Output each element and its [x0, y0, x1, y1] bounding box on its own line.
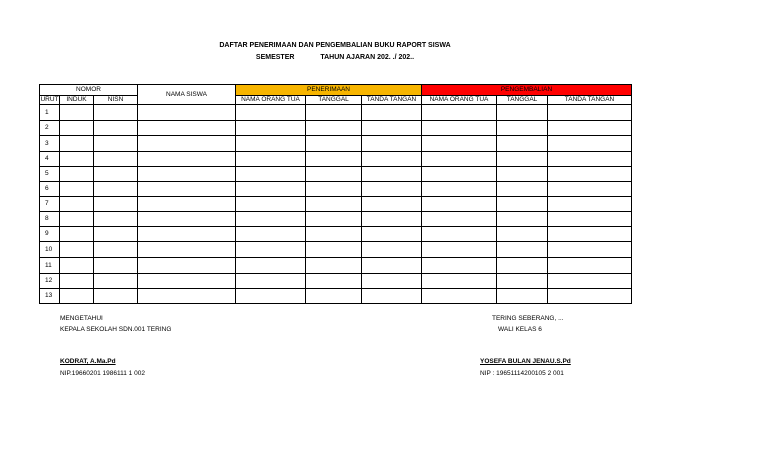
table-cell	[236, 242, 306, 258]
table-row	[40, 274, 632, 289]
table-cell	[236, 258, 306, 274]
table-cell	[236, 212, 306, 227]
table-cell	[60, 258, 94, 274]
table-cell	[362, 152, 422, 167]
table-cell	[548, 227, 632, 242]
table-cell	[422, 227, 497, 242]
table-cell	[60, 167, 94, 182]
table-cell	[94, 227, 138, 242]
table-cell	[138, 121, 236, 136]
table-cell	[362, 258, 422, 274]
table-cell	[306, 289, 362, 304]
table-cell	[548, 121, 632, 136]
table-row	[40, 105, 632, 121]
table-cell	[306, 258, 362, 274]
table-cell	[236, 289, 306, 304]
table-cell	[497, 182, 548, 197]
row-number: 12	[40, 274, 60, 289]
header-penerimaan-tanda-tangan: TANDA TANGAN	[362, 96, 422, 105]
table-cell	[362, 212, 422, 227]
table-cell	[306, 227, 362, 242]
table-cell	[548, 152, 632, 167]
table-cell	[422, 274, 497, 289]
table-cell	[138, 258, 236, 274]
table-cell	[306, 197, 362, 212]
footer-right-signatory-name: YOSEFA BULAN JENAU.S.Pd	[480, 358, 571, 365]
table-cell	[362, 136, 422, 152]
table-cell	[497, 136, 548, 152]
table-cell	[422, 242, 497, 258]
row-number: 3	[40, 136, 60, 152]
table-cell	[236, 227, 306, 242]
table-cell	[94, 258, 138, 274]
table-cell	[94, 274, 138, 289]
row-number: 5	[40, 167, 60, 182]
table-cell	[138, 167, 236, 182]
table-cell	[94, 182, 138, 197]
semester-label: SEMESTER	[255, 54, 295, 61]
table-cell	[548, 242, 632, 258]
table-row	[40, 167, 632, 182]
table-cell	[306, 167, 362, 182]
table-cell	[94, 167, 138, 182]
table-cell	[497, 105, 548, 121]
document-subtitle	[0, 54, 670, 61]
table-cell	[236, 152, 306, 167]
table-cell	[306, 242, 362, 258]
table-cell	[94, 105, 138, 121]
table-cell	[306, 121, 362, 136]
table-cell	[60, 227, 94, 242]
table-cell	[94, 212, 138, 227]
table-cell	[60, 182, 94, 197]
header-nisn: NISN	[94, 96, 138, 105]
table-cell	[306, 136, 362, 152]
table-row	[40, 152, 632, 167]
header-pengembalian-nama-orang-tua: NAMA ORANG TUA	[422, 96, 497, 105]
table-cell	[306, 182, 362, 197]
table-cell	[362, 274, 422, 289]
table-cell	[362, 289, 422, 304]
header-nama-siswa: NAMA SISWA	[138, 85, 236, 105]
table-row	[40, 289, 632, 304]
table-cell	[497, 152, 548, 167]
table-cell	[548, 289, 632, 304]
table-row	[40, 182, 632, 197]
table-cell	[138, 274, 236, 289]
header-penerimaan-tanggal: TANGGAL	[306, 96, 362, 105]
table-cell	[138, 227, 236, 242]
row-number: 11	[40, 258, 60, 274]
table-cell	[138, 212, 236, 227]
table-cell	[362, 227, 422, 242]
table-cell	[236, 136, 306, 152]
table-cell	[548, 197, 632, 212]
table-cell	[362, 197, 422, 212]
table-cell	[497, 274, 548, 289]
table-cell	[497, 197, 548, 212]
row-number: 8	[40, 212, 60, 227]
table-cell	[236, 197, 306, 212]
footer-place-date: TERING SEBERANG, ...	[492, 315, 564, 322]
row-number: 10	[40, 242, 60, 258]
table-row	[40, 136, 632, 152]
row-number: 7	[40, 197, 60, 212]
header-penerimaan: PENERIMAAN	[236, 85, 422, 96]
table-cell	[548, 212, 632, 227]
footer-wali-kelas: WALI KELAS 6	[498, 326, 542, 333]
table-cell	[548, 182, 632, 197]
table-cell	[60, 212, 94, 227]
footer-left-signatory-name: KODRAT, A.Ma.Pd	[60, 358, 116, 365]
table-cell	[497, 227, 548, 242]
table-cell	[236, 274, 306, 289]
table-cell	[138, 182, 236, 197]
table-cell	[548, 258, 632, 274]
table-cell	[94, 121, 138, 136]
table-cell	[362, 182, 422, 197]
header-pengembalian-tanda-tangan: TANDA TANGAN	[548, 96, 632, 105]
table-cell	[422, 121, 497, 136]
table-cell	[138, 152, 236, 167]
header-penerimaan-nama-orang-tua: NAMA ORANG TUA	[236, 96, 306, 105]
table-cell	[94, 152, 138, 167]
table-cell	[497, 212, 548, 227]
table-cell	[362, 167, 422, 182]
header-pengembalian-tanggal: TANGGAL	[497, 96, 548, 105]
table-cell	[548, 167, 632, 182]
table-cell	[306, 152, 362, 167]
table-cell	[497, 121, 548, 136]
table-cell	[362, 242, 422, 258]
header-pengembalian: PENGEMBALIAN	[422, 85, 632, 96]
table-cell	[306, 274, 362, 289]
table-cell	[422, 258, 497, 274]
table-cell	[497, 289, 548, 304]
table-cell	[60, 121, 94, 136]
table-cell	[60, 274, 94, 289]
table-cell	[422, 136, 497, 152]
table-row	[40, 197, 632, 212]
table-cell	[548, 105, 632, 121]
table-row	[40, 242, 632, 258]
table-cell	[422, 167, 497, 182]
table-cell	[60, 105, 94, 121]
table-cell	[236, 182, 306, 197]
header-urut: URUT	[40, 96, 59, 103]
table-cell	[362, 105, 422, 121]
table-cell	[422, 197, 497, 212]
table-cell	[497, 242, 548, 258]
table-row	[40, 121, 632, 136]
table-cell	[94, 289, 138, 304]
row-number: 1	[40, 105, 60, 121]
footer-left-nip: NIP.19660201 1986111 1 002	[60, 370, 145, 377]
table-cell	[306, 105, 362, 121]
table-row	[40, 258, 632, 274]
row-number: 9	[40, 227, 60, 242]
table-cell	[422, 212, 497, 227]
table-cell	[236, 167, 306, 182]
table-cell	[94, 197, 138, 212]
raport-table	[39, 84, 632, 304]
table-cell	[138, 197, 236, 212]
table-cell	[138, 242, 236, 258]
table-cell	[422, 182, 497, 197]
table-cell	[94, 242, 138, 258]
table-row	[40, 212, 632, 227]
table-cell	[60, 136, 94, 152]
table-cell	[236, 105, 306, 121]
table-cell	[548, 274, 632, 289]
table-cell	[422, 152, 497, 167]
footer-right-nip: NIP : 19651114200105 2 001	[480, 370, 564, 377]
header-nomor: NOMOR	[40, 85, 138, 96]
row-number: 13	[40, 289, 60, 304]
table-cell	[236, 121, 306, 136]
academic-year-label: TAHUN AJARAN 202. ./ 202..	[320, 54, 415, 61]
table-cell	[497, 167, 548, 182]
footer-kepala-sekolah: KEPALA SEKOLAH SDN.001 TERING	[60, 326, 172, 333]
table-cell	[548, 136, 632, 152]
table-cell	[306, 212, 362, 227]
table-cell	[422, 289, 497, 304]
table-cell	[422, 105, 497, 121]
table-cell	[60, 152, 94, 167]
table-cell	[138, 105, 236, 121]
header-induk: INDUK	[60, 96, 94, 105]
table-cell	[362, 121, 422, 136]
table-cell	[60, 242, 94, 258]
table-cell	[94, 136, 138, 152]
table-cell	[60, 289, 94, 304]
table-cell	[497, 258, 548, 274]
table-cell	[60, 197, 94, 212]
row-number: 4	[40, 152, 60, 167]
table-row	[40, 227, 632, 242]
document-title: DAFTAR PENERIMAAN DAN PENGEMBALIAN BUKU RAPORT SISWA	[219, 42, 451, 49]
table-cell	[138, 136, 236, 152]
row-number: 2	[40, 121, 60, 136]
table-cell	[138, 289, 236, 304]
row-number: 6	[40, 182, 60, 197]
footer-mengetahui: MENGETAHUI	[60, 315, 103, 322]
